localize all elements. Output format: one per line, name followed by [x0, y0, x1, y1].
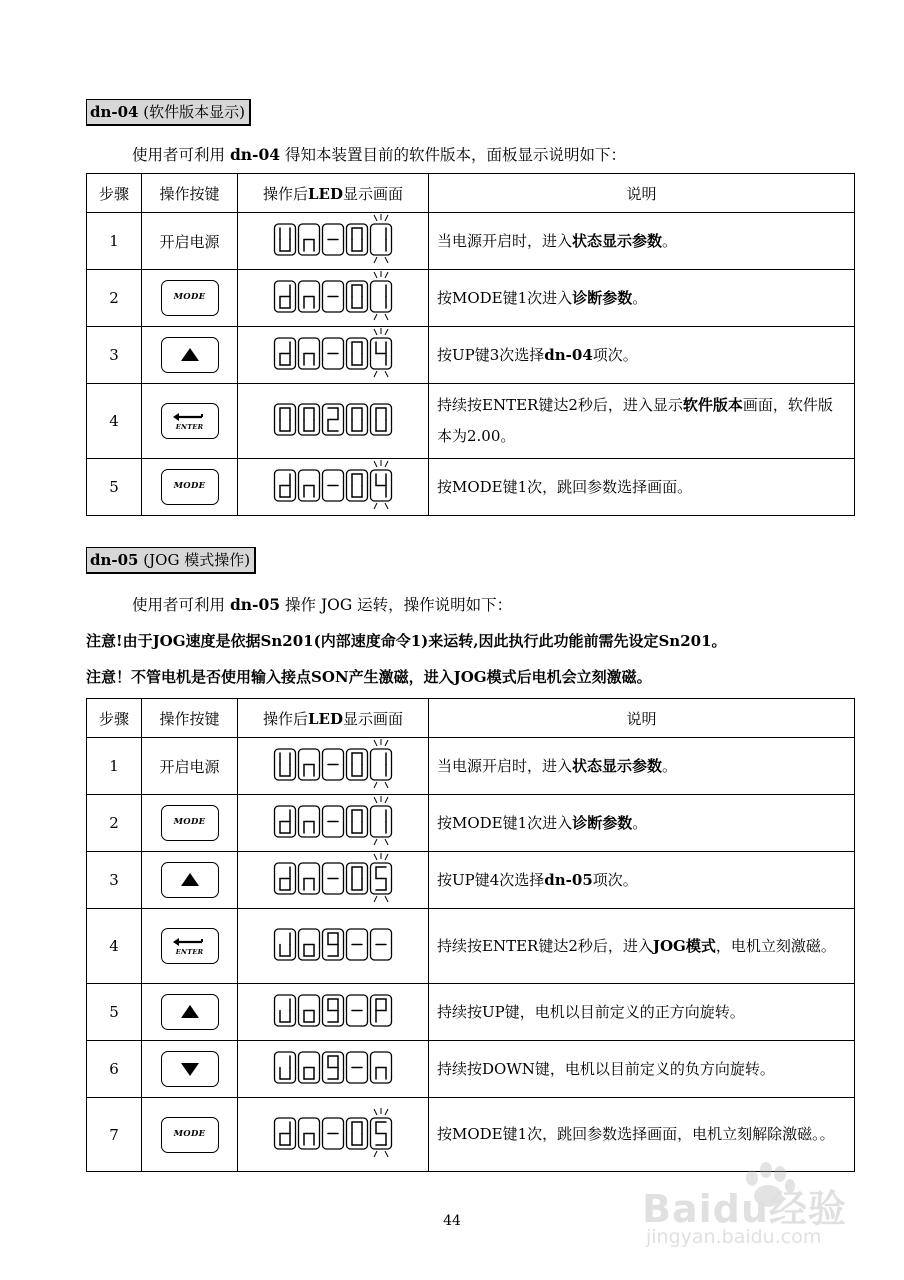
step-number: 2 — [87, 270, 142, 327]
step-description: 持续按ENTER键达2秒后，进入JOG模式，电机立刻激磁。 — [429, 909, 855, 984]
note-1: 注意!由于JOG速度是依据Sn201(内部速度命令1)来运转,因此执行此功能前需先设定Sn201。 — [86, 632, 727, 650]
led-display — [238, 213, 429, 270]
led-display-digits — [273, 1107, 393, 1159]
enter-key-label: ENTER — [175, 423, 204, 431]
step-description: 持续按UP键，电机以目前定义的正方向旋转。 — [429, 984, 855, 1041]
step-description: 按MODE键1次，跳回参数选择画面。 — [429, 459, 855, 516]
section-title-dn05 — [86, 547, 256, 574]
led-display — [238, 909, 429, 984]
led-display — [238, 270, 429, 327]
led-display-digits — [273, 327, 393, 379]
step-description: 按MODE键1次进入诊断参数。 — [429, 270, 855, 327]
enter-key-icon — [161, 928, 219, 964]
mode-key-icon — [161, 469, 219, 505]
mode-key-label: MODE — [173, 481, 206, 491]
intro-paragraph: 使用者可利用 dn-05 操作 JOG 运转，操作说明如下： — [132, 595, 513, 614]
operation-key-cell — [142, 984, 238, 1041]
steps-table-dn05 — [86, 698, 855, 1172]
table-header-row — [87, 699, 855, 738]
led-display — [238, 384, 429, 459]
step-number: 1 — [87, 213, 142, 270]
step-number: 5 — [87, 459, 142, 516]
mode-key-label: MODE — [173, 292, 206, 302]
step-number: 2 — [87, 795, 142, 852]
step-number: 4 — [87, 384, 142, 459]
led-display — [238, 1098, 429, 1172]
table-row — [87, 213, 855, 270]
mode-key-icon — [161, 1117, 219, 1153]
table-row — [87, 795, 855, 852]
led-display-digits — [273, 213, 393, 265]
step-description: 当电源开启时，进入状态显示参数。 — [429, 213, 855, 270]
down-arrow-key-icon — [161, 1051, 219, 1087]
header-desc: 说明 — [429, 699, 855, 738]
note-2: 注意！不管电机是否使用输入接点SON产生激磁，进入JOG模式后电机会立刻激磁。 — [86, 668, 652, 686]
header-step: 步骤 — [87, 699, 142, 738]
up-arrow-key-icon — [161, 994, 219, 1030]
operation-key-cell — [142, 1098, 238, 1172]
led-display — [238, 1041, 429, 1098]
watermark — [640, 1150, 860, 1250]
operation-key-cell — [142, 1041, 238, 1098]
operation-key-cell: 开启电源 — [142, 213, 238, 270]
operation-key-cell — [142, 459, 238, 516]
led-display — [238, 738, 429, 795]
up-arrow-key-icon — [161, 862, 219, 898]
operation-key-cell — [142, 795, 238, 852]
section-title-dn04 — [86, 99, 251, 126]
step-description: 持续按DOWN键，电机以目前定义的负方向旋转。 — [429, 1041, 855, 1098]
operation-key-cell — [142, 384, 238, 459]
header-led: 操作后LED显示画面 — [238, 174, 429, 213]
led-display — [238, 327, 429, 384]
led-display — [238, 852, 429, 909]
step-description: 按UP键4次选择dn-05项次。 — [429, 852, 855, 909]
page-number: 44 — [443, 1213, 461, 1229]
up-arrow-key-icon — [161, 337, 219, 373]
table-row — [87, 738, 855, 795]
operation-key-cell: 开启电源 — [142, 738, 238, 795]
operation-key-cell — [142, 909, 238, 984]
led-display-digits — [273, 459, 393, 511]
steps-table-dn04 — [86, 173, 855, 516]
header-step: 步骤 — [87, 174, 142, 213]
header-desc: 说明 — [429, 174, 855, 213]
step-number: 3 — [87, 852, 142, 909]
led-display-digits — [273, 1041, 393, 1093]
table-row — [87, 984, 855, 1041]
enter-key-icon — [161, 403, 219, 439]
step-number: 4 — [87, 909, 142, 984]
step-description: 当电源开启时，进入状态显示参数。 — [429, 738, 855, 795]
table-row — [87, 270, 855, 327]
operation-key-cell — [142, 270, 238, 327]
mode-key-icon — [161, 280, 219, 316]
operation-key-cell — [142, 852, 238, 909]
led-display — [238, 459, 429, 516]
step-number: 6 — [87, 1041, 142, 1098]
step-description: 按UP键3次选择dn-04项次。 — [429, 327, 855, 384]
enter-key-label: ENTER — [175, 948, 204, 956]
led-display-digits — [273, 738, 393, 790]
led-display-digits — [273, 393, 393, 445]
mode-key-label: MODE — [173, 1128, 206, 1139]
step-description: 按MODE键1次，跳回参数选择画面，电机立刻解除激磁。。 — [429, 1098, 855, 1172]
step-description: 持续按ENTER键达2秒后，进入显示软件版本画面，软件版本为2.00。 — [429, 384, 855, 459]
led-display — [238, 795, 429, 852]
mode-key-label: MODE — [173, 817, 206, 827]
led-display-digits — [273, 270, 393, 322]
section-title-text: (软件版本显示) — [143, 103, 245, 121]
table-row — [87, 909, 855, 984]
led-display-digits — [273, 852, 393, 904]
step-number: 1 — [87, 738, 142, 795]
table-row — [87, 852, 855, 909]
step-description: 按MODE键1次进入诊断参数。 — [429, 795, 855, 852]
header-led: 操作后LED显示画面 — [238, 699, 429, 738]
watermark-brand: Baidu经验 — [642, 1187, 847, 1231]
step-number: 7 — [87, 1098, 142, 1172]
table-row — [87, 384, 855, 459]
led-display-digits — [273, 984, 393, 1036]
led-display — [238, 984, 429, 1041]
header-key: 操作按键 — [142, 174, 238, 213]
led-display-digits — [273, 795, 393, 847]
header-key: 操作按键 — [142, 699, 238, 738]
table-row — [87, 459, 855, 516]
watermark-url: jingyan.baidu.com — [646, 1226, 822, 1248]
operation-key-cell — [142, 327, 238, 384]
table-row — [87, 327, 855, 384]
step-number: 5 — [87, 984, 142, 1041]
section-code: dn-04 — [90, 103, 139, 121]
intro-paragraph: 使用者可利用 dn-04 得知本装置目前的软件版本，面板显示说明如下： — [132, 145, 627, 164]
step-number: 3 — [87, 327, 142, 384]
mode-key-icon — [161, 805, 219, 841]
section-title-text: (JOG 模式操作) — [143, 551, 251, 569]
section-code: dn-05 — [90, 551, 139, 569]
table-row — [87, 1041, 855, 1098]
led-display-digits — [273, 918, 393, 970]
table-header-row — [87, 174, 855, 213]
